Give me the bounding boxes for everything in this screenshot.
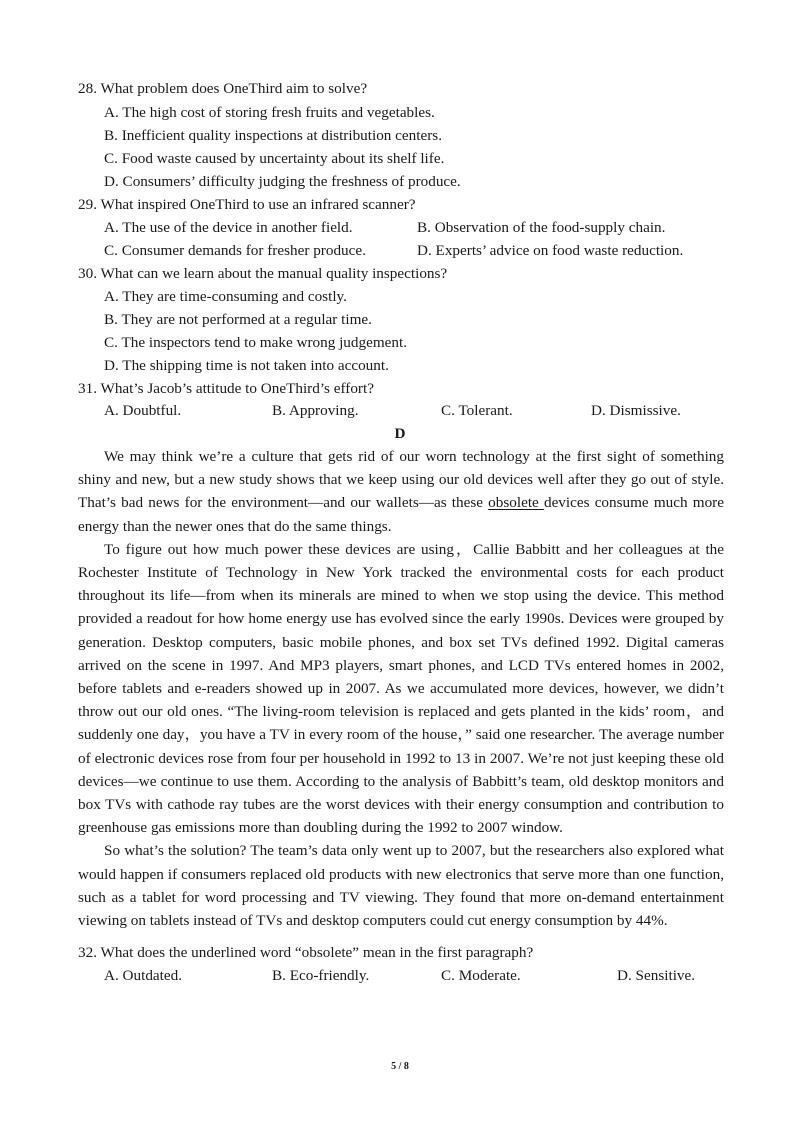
question-32-option-a: A. Outdated.: [104, 967, 183, 984]
question-28-option-d: D. Consumers’ difficulty judging the freshness of produce.: [104, 173, 461, 190]
question-29-stem: 29. What inspired OneThird to use an infrared scanner?: [78, 196, 416, 213]
underlined-word-obsolete: obsolete: [488, 494, 544, 512]
question-31-stem: 31. What’s Jacob’s attitude to OneThird’s effort?: [78, 380, 374, 397]
passage-body: [78, 445, 724, 932]
question-29-option-a: A. The use of the device in another field.: [104, 219, 353, 236]
question-31-option-c: C. Tolerant.: [441, 402, 513, 419]
question-31-option-b: B. Approving.: [272, 402, 359, 419]
question-30-option-c: C. The inspectors tend to make wrong judgement.: [104, 334, 407, 351]
question-32-option-c: C. Moderate.: [441, 967, 521, 984]
passage-heading: D: [394, 425, 406, 442]
question-29-option-c: C. Consumer demands for fresher produce.: [104, 242, 366, 259]
question-28-option-b: B. Inefficient quality inspections at distribution centers.: [104, 127, 442, 144]
paragraph-1-text-end: devices consume much more energy than the newer ones that do the same things.: [78, 494, 724, 535]
question-28-stem: 28. What problem does OneThird aim to solve?: [78, 80, 368, 97]
question-30-stem: 30. What can we learn about the manual quality inspections?: [78, 265, 448, 282]
question-32-option-b: B. Eco-friendly.: [272, 967, 370, 984]
passage-paragraph-2: To figure out how much power these devices are using，Callie Babbitt and her colleagues at the Rochester Institute of Technology in New York tracked the environmental costs for each product throughout its life—from when its minerals are mined to when we stop using the device. This method provided a readout for how home energy use has evolved since the early 1990s. Devices were grouped by generation. Desktop computers, basic mobile phones, and box set TVs defined 1992. Digital cameras arrived on the scene in 1997. And MP3 players, smart phones, and LCD TVs entered homes in 2002, before tablets and e-readers showed up in 2007. As we accumulated more devices, however, we didn’t throw out our old ones. “The living-room television is replaced and gets planted in the kids’ room，and suddenly one day，you have a TV in every room of the house，” said one researcher. The average number of electronic devices rose from four per household in 1992 to 13 in 2007. We’re not just keeping these old devices—we continue to use them. According to the analysis of Babbitt’s team, old desktop monitors and box TVs with cathode ray tubes are the worst devices with their energy consumption and contribution to greenhouse gas emissions more than doubling during the 1992 to 2007 window.: [78, 540, 724, 837]
question-29-option-b: B. Observation of the food-supply chain.: [417, 219, 666, 236]
question-30-option-b: B. They are not performed at a regular time.: [104, 311, 372, 328]
question-30-option-a: A. They are time-consuming and costly.: [104, 288, 347, 305]
question-32-stem: 32. What does the underlined word “obsolete” mean in the first paragraph?: [78, 944, 534, 961]
question-31-option-a: A. Doubtful.: [104, 402, 182, 419]
question-28-option-c: C. Food waste caused by uncertainty about its shelf life.: [104, 150, 445, 167]
question-30-option-d: D. The shipping time is not taken into account.: [104, 357, 389, 374]
paragraph-1-text-start: We may think we’re a culture that gets rid of our worn technology at the first sight of something shiny and new, but a new study shows that we keep using our old devices well after they go out of style. That’s bad news for the environment—and our wallets—as these: [78, 448, 724, 512]
passage-paragraph-3: So what’s the solution? The team’s data only went up to 2007, but the researchers also explored what would happen if consumers replaced old products with new electronics that serve more than one function, such as a tablet for word processing and TV viewing. They found that more on-demand entertainment viewing on tablets instead of TVs and desktop computers could cut energy consumption by 44%.: [78, 842, 724, 930]
question-28-option-a: A. The high cost of storing fresh fruits and vegetables.: [104, 104, 435, 121]
question-31-option-d: D. Dismissive.: [591, 402, 681, 419]
page-number: 5 / 8: [391, 1061, 409, 1072]
question-29-option-d: D. Experts’ advice on food waste reduction.: [417, 242, 684, 259]
question-32-option-d: D. Sensitive.: [617, 967, 696, 984]
passage-paragraph-1: [78, 445, 724, 538]
